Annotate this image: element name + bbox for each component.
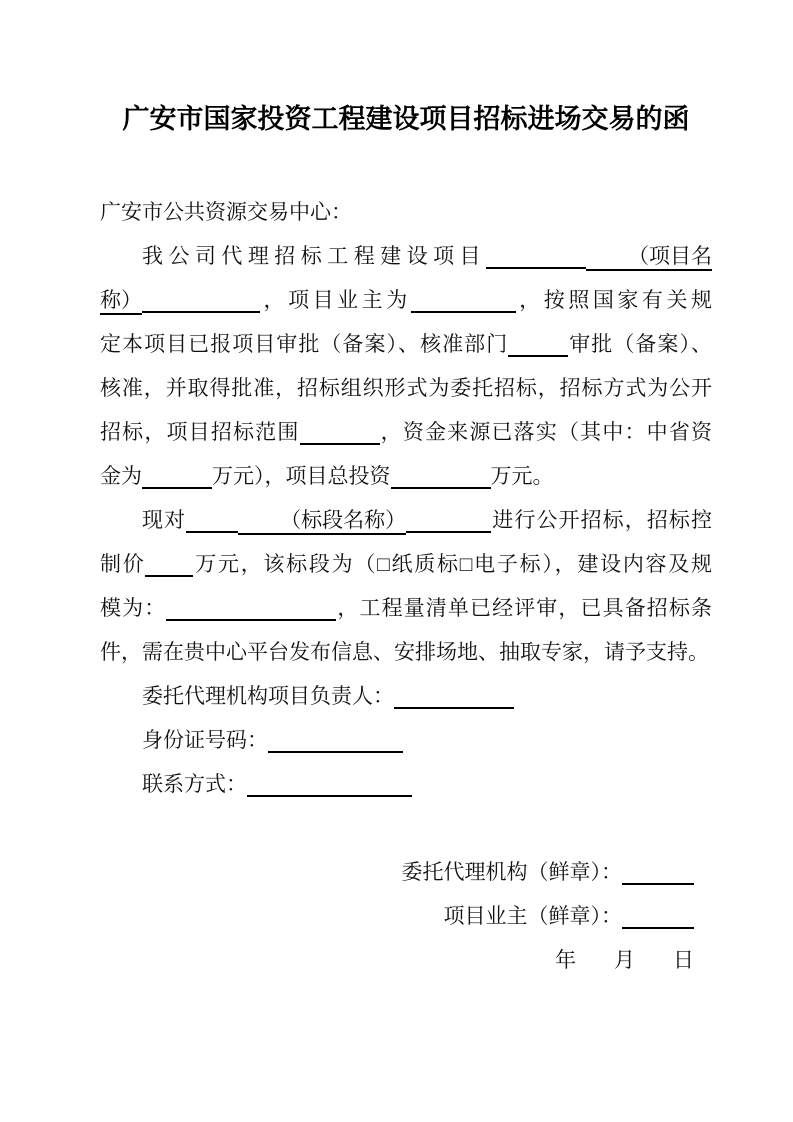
text-run: 金为: [100, 464, 142, 488]
document-body: [100, 234, 712, 806]
blank-contact-info[interactable]: [247, 770, 412, 797]
text-run: 纸质标: [391, 552, 460, 576]
blank-agency-project-manager[interactable]: [394, 682, 514, 709]
signature-line-agency: [100, 850, 712, 894]
checkbox-paper-bid[interactable]: □: [377, 552, 392, 576]
text-run: 制价: [100, 552, 146, 576]
text-run: ，项目业主为: [260, 288, 411, 312]
blank-id-number[interactable]: [268, 726, 403, 753]
text-run: 联系方式：: [142, 772, 247, 796]
text-run: 万元），项目总投资: [212, 464, 391, 488]
blank-section-name-pre[interactable]: [186, 506, 238, 533]
text-run: 模为：: [100, 596, 167, 620]
para1-line4: [100, 366, 712, 410]
blank-central-provincial-funds[interactable]: [142, 462, 212, 489]
text-run: 核准，并取得批准，招标组织形式为委托招标，招标方式为公开: [100, 376, 712, 400]
text-run: 我公司代理招标工程建设项目: [142, 244, 486, 268]
para1-line3: [100, 322, 712, 366]
para1-line6: [100, 454, 712, 498]
text-run: 进行公开招标，招标控: [491, 508, 713, 532]
section-name-label: （标段名称）: [238, 508, 406, 535]
para2-line4: [100, 630, 712, 674]
blank-approval-department[interactable]: [508, 330, 568, 357]
signature-block: [100, 850, 712, 982]
para1-line1: [100, 234, 712, 278]
text-run: 电子标），建设内容及规: [474, 552, 713, 576]
text-run: ，按照国家有关规: [515, 288, 713, 312]
blank-project-owner[interactable]: [411, 286, 516, 313]
blank-bidding-scope[interactable]: [300, 418, 380, 445]
text-run: ，资金来源已落实（其中：中省资: [379, 420, 712, 444]
date-segment: 日: [673, 948, 694, 972]
blank-owner-seal[interactable]: [622, 902, 694, 929]
checkbox-electronic-bid[interactable]: □: [459, 552, 475, 576]
date-segment: 年: [555, 948, 576, 972]
para1-line2: [100, 278, 712, 322]
para1-line5: [100, 410, 712, 454]
date-line: [100, 938, 712, 982]
project-name-label: （项目名: [586, 244, 712, 271]
contact-line-id: [100, 718, 712, 762]
signature-label: 项目业主（鲜章）：: [443, 904, 622, 928]
contact-line-phone: [100, 762, 712, 806]
blank-agency-seal[interactable]: [622, 858, 694, 885]
text-run: 件，需在贵中心平台发布信息、安排场地、抽取专家，请予支持。: [100, 640, 709, 664]
para2-line2: [100, 542, 712, 586]
text-run: 身份证号码：: [142, 728, 268, 752]
blank-construction-content[interactable]: [166, 594, 336, 621]
blank-project-name[interactable]: [486, 242, 586, 269]
date-segment: 月: [614, 948, 635, 972]
para2-line3: [100, 586, 712, 630]
signature-label: 委托代理机构（鲜章）：: [401, 860, 622, 884]
text-run: 定本项目已报项目审批（备案）、核准部门: [100, 332, 509, 356]
text-run: 审批（备案）、: [568, 332, 713, 356]
text-run: 现对: [142, 508, 187, 532]
blank-total-investment[interactable]: [391, 462, 491, 489]
contact-line-manager: [100, 674, 712, 718]
salutation: 广安市公共资源交易中心：: [100, 200, 352, 224]
text-run: 委托代理机构项目负责人：: [142, 684, 394, 708]
blank-control-price[interactable]: [145, 550, 193, 577]
blank-project-name-2[interactable]: [142, 286, 260, 313]
text-run: 万元，该标段为（: [193, 552, 378, 576]
project-name-label-cont: 称）: [100, 288, 142, 315]
text-run: 万元。: [490, 464, 554, 488]
signature-line-owner: [100, 894, 712, 938]
document-title: 广安市国家投资工程建设项目招标进场交易的函: [122, 104, 690, 134]
text-run: ，工程量清单已经评审，已具备招标条: [336, 596, 713, 620]
blank-section-name-post[interactable]: [406, 506, 491, 533]
text-run: 招标，项目招标范围: [100, 420, 300, 444]
para2-line1: [100, 498, 712, 542]
